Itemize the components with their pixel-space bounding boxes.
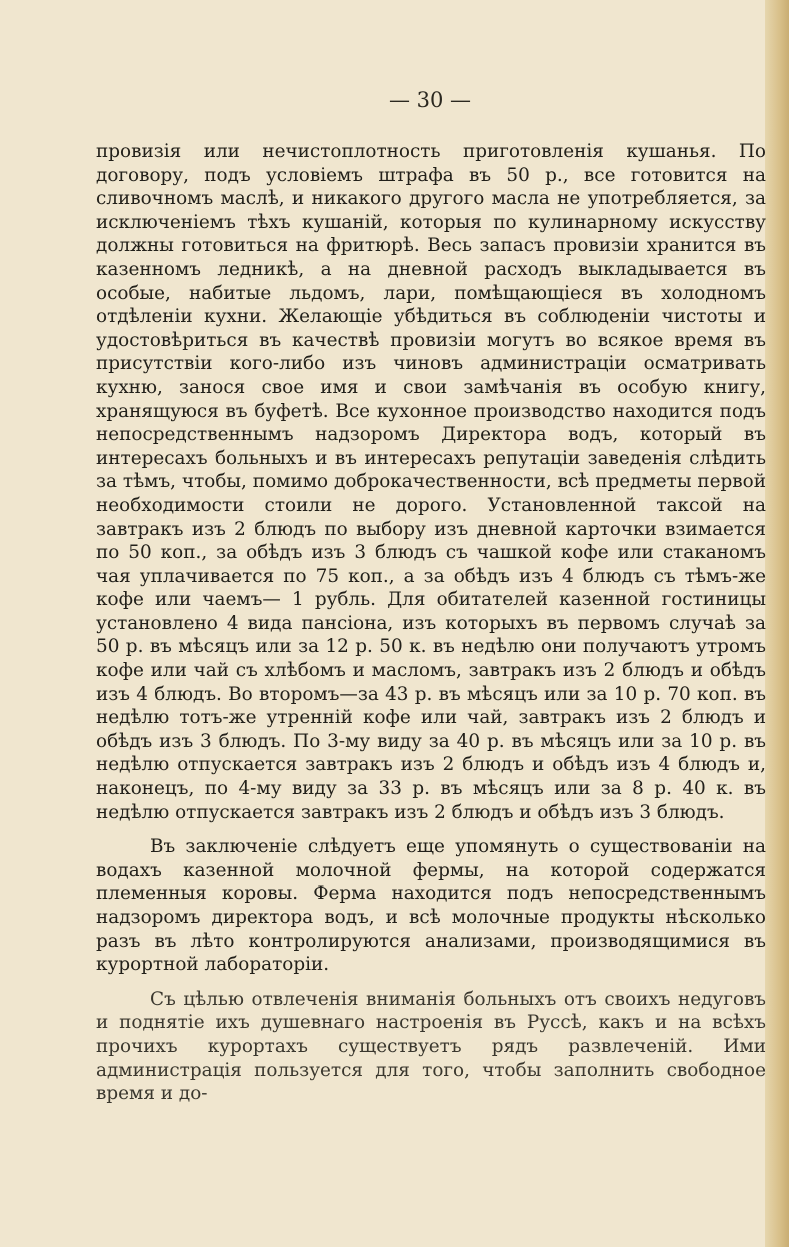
paragraph-2: Въ заключеніе слѣдуетъ еще упомянуть о существованіи на водахъ казенной молочной фермы, на которой содержатся племенныя коровы. Ферма находится подъ непосредственнымъ надзоромъ директора водъ, и всѣ молочные продукты нѣсколько разъ въ лѣто контролируются анализами, производящимися въ курортной лабораторіи. [96, 836, 766, 976]
body-text [96, 140, 766, 1106]
page-number: — 30 — [388, 88, 472, 112]
paragraph-1: провизія или нечистоплотность приготовленія кушанья. По договору, подъ условіемъ штрафа въ 50 р., все готовится на сливочномъ маслѣ, и никакого другого масла не употребляется, за исключеніемъ тѣхъ кушаній, которыя по кулинарному искусству должны готовиться на фритюрѣ. Весь запасъ провизіи хранится въ казенномъ ледникѣ, а на дневной расходъ выкладывается въ особые, набитые льдомъ, лари, помѣщающіеся въ холодномъ отдѣленіи кухни. Желающіе убѣдиться въ соблюденіи чистоты и удостовѣриться въ качествѣ провизіи могутъ во всякое время въ присутствіи кого-либо изъ чиновъ администраціи осматривать кухню, занося свое имя и свои замѣчанія въ особую книгу, хранящуюся въ буфетѣ. Все кухонное производство находится подъ непосредственнымъ надзоромъ Директора водъ, который въ интересахъ больныхъ и въ интересахъ репутаціи заведенія слѣдить за тѣмъ, чтобы, помимо доброкачественности, всѣ предметы первой необходимости стоили не дорого. Установленной таксой на завтракъ изъ 2 блюдъ по выбору изъ дневной карточки взимается по 50 коп., за обѣдъ изъ 3 блюдъ съ чашкой кофе или стаканомъ чая уплачивается по 75 коп., а за обѣдъ изъ 4 блюдъ съ тѣмъ-же кофе или чаемъ— 1 рубль. Для обитателей казенной гостиницы установлено 4 вида пансіона, изъ которыхъ въ первомъ случаѣ за 50 р. въ мѣсяцъ или за 12 р. 50 к. въ недѣлю они получаютъ утромъ кофе или чай съ хлѣбомъ и масломъ, завтракъ изъ 2 блюдъ и обѣдъ изъ 4 блюдъ. Во второмъ—за 43 р. въ мѣсяцъ или за 10 р. 70 коп. въ недѣлю тотъ-же утренній кофе или чай, завтракъ изъ 2 блюдъ и обѣдъ изъ 3 блюдъ. По 3-му виду за 40 р. въ мѣсяцъ или за 10 р. въ недѣлю отпускается завтракъ изъ 2 блюдъ и обѣдъ изъ 4 блюдъ и, наконецъ, по 4-му виду за 33 р. въ мѣсяцъ или за 8 р. 40 к. въ недѣлю отпускается завтракъ изъ 2 блюдъ и обѣдъ изъ 3 блюдъ. [96, 141, 766, 823]
page-edge [765, 0, 789, 1247]
paragraph-3: Съ цѣлью отвлеченія вниманія больныхъ отъ своихъ недуговъ и поднятіе ихъ душевнаго настроенія въ Руссѣ, какъ и на всѣхъ прочихъ курортахъ существуетъ рядъ развлеченій. Ими администрація пользуется для того, чтобы заполнить свободное время и до- [96, 988, 766, 1105]
